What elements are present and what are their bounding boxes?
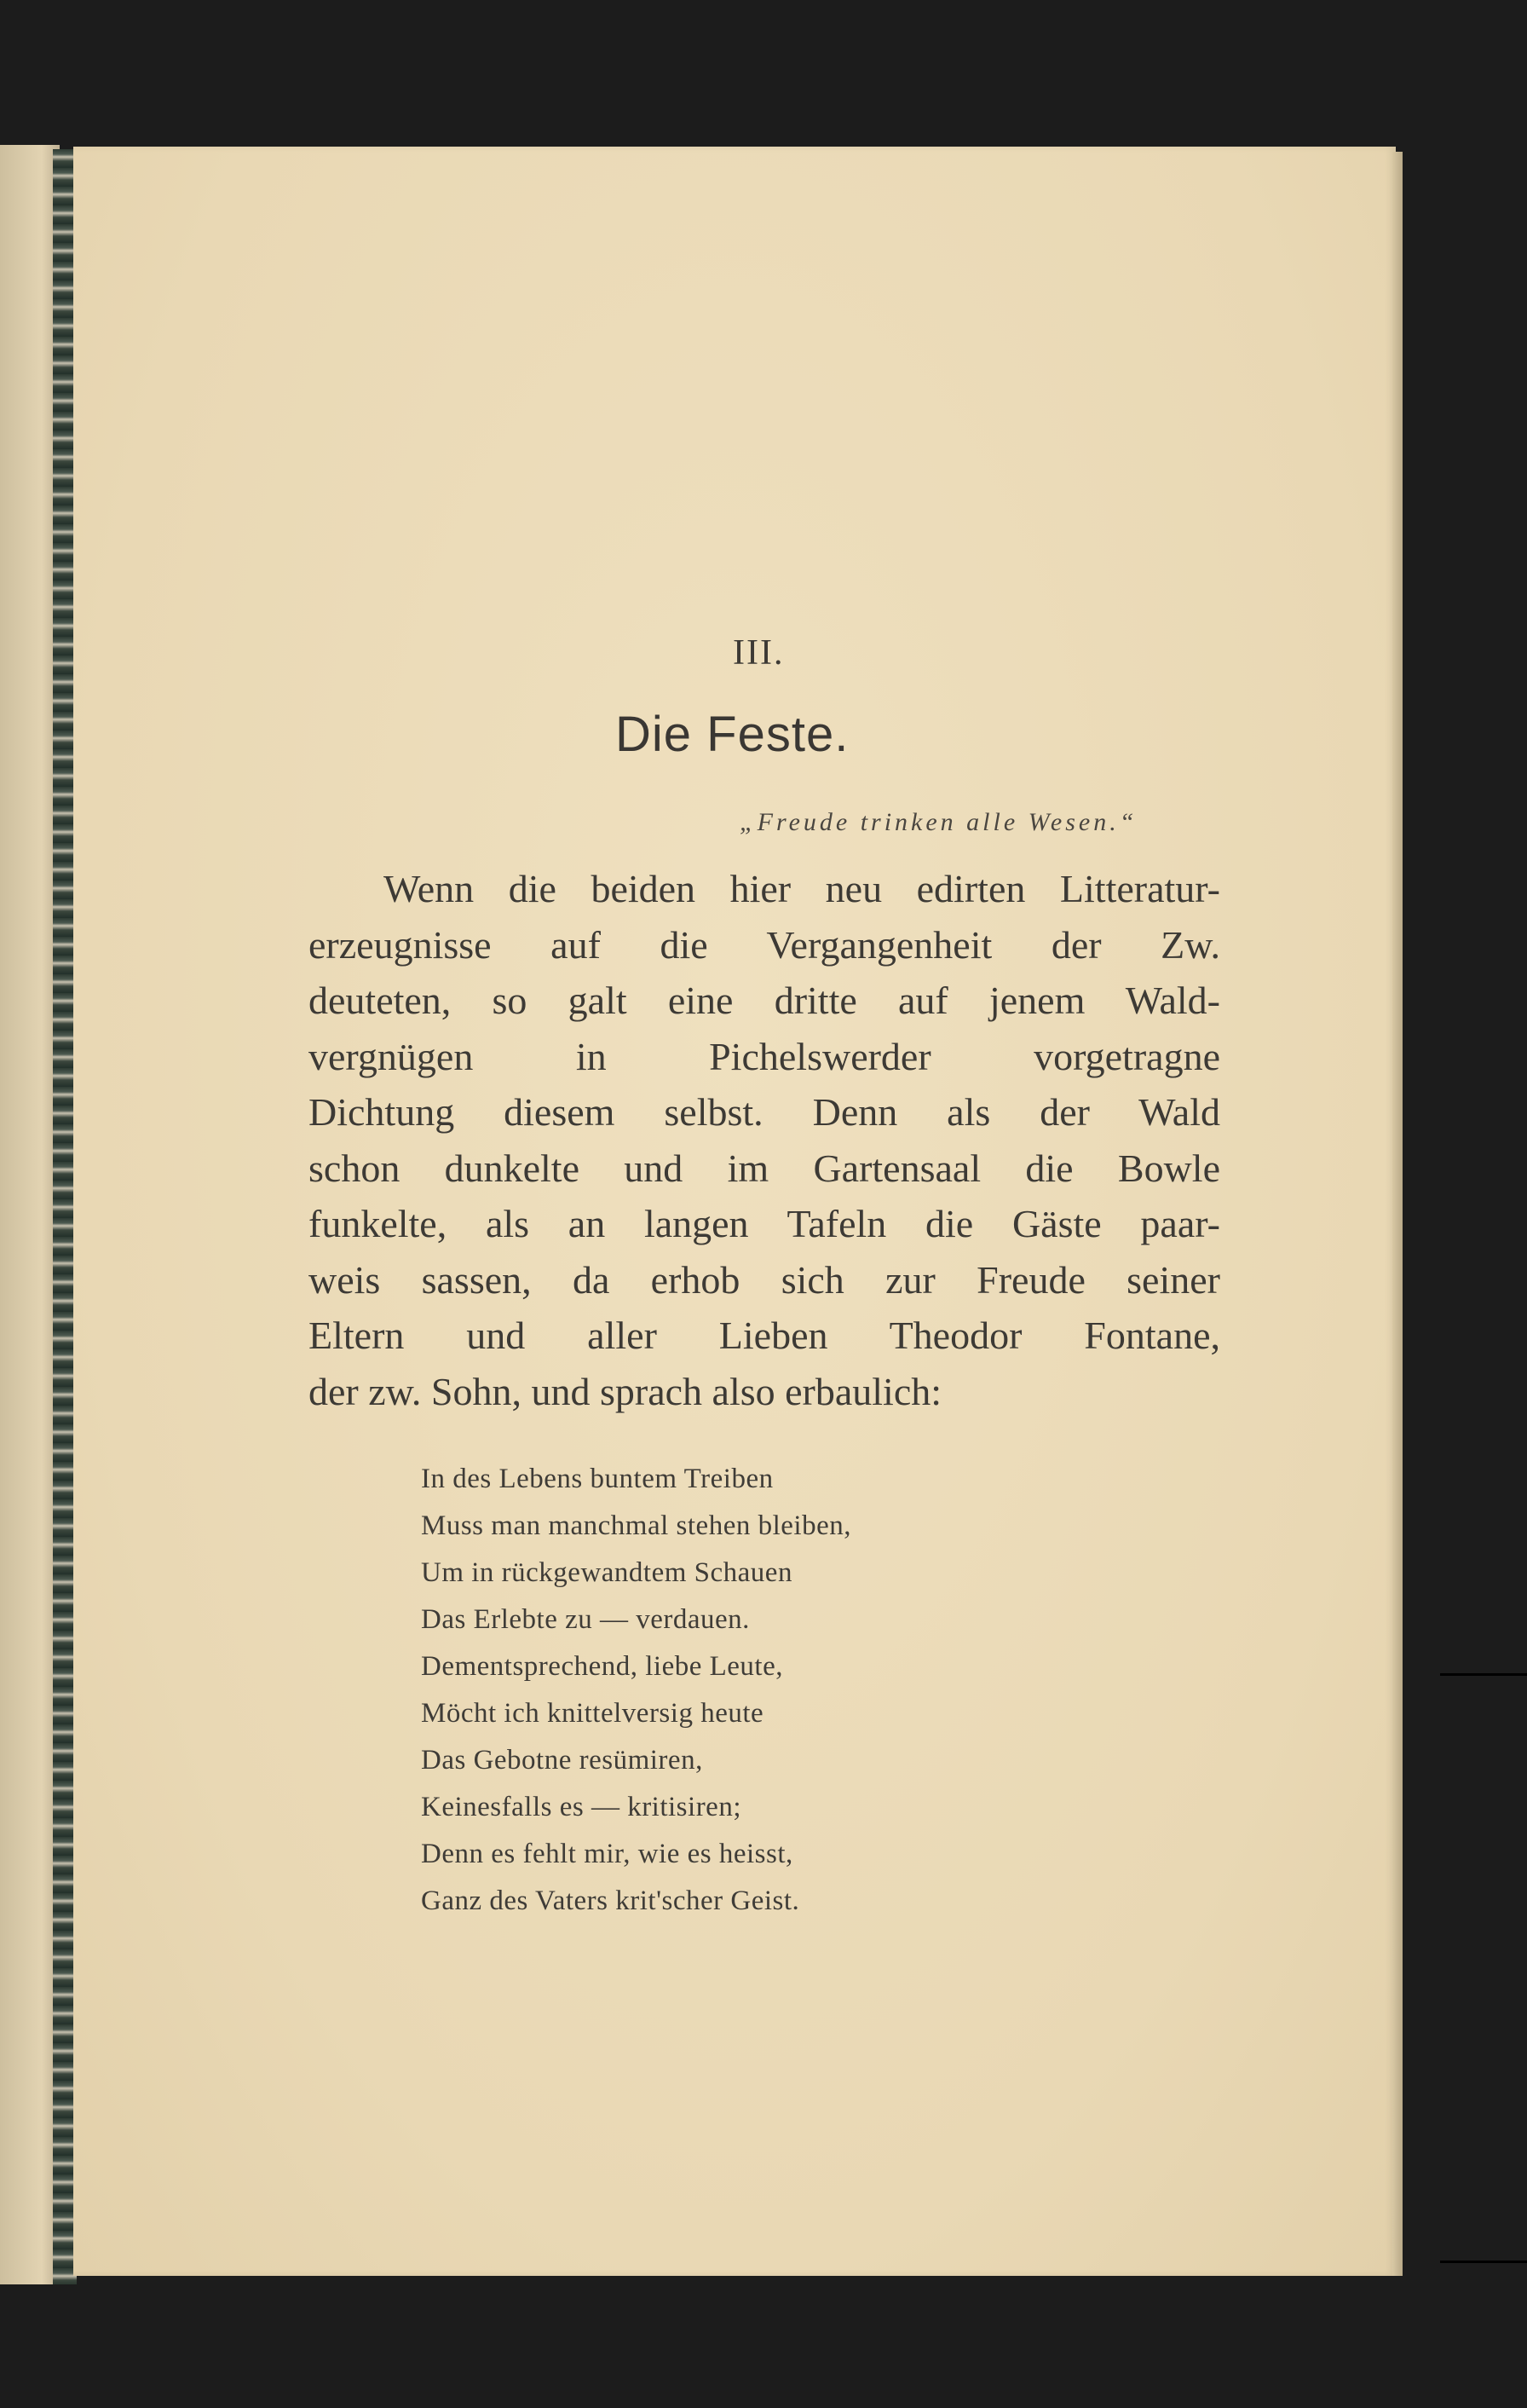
verse-line: Das Gebotne resümiren, <box>421 1745 703 1776</box>
verse-line: Ganz des Vaters krit'scher Geist. <box>421 1885 800 1916</box>
background-mark <box>1440 2261 1527 2263</box>
verse-line: Muss man manchmal stehen bleiben, <box>421 1510 851 1541</box>
prose-line: Wenn die beiden hier neu edirten Litteratur- <box>383 867 1220 910</box>
background-mark <box>1440 1673 1527 1676</box>
prose-line: funkelte, als an langen Tafeln die Gäste paar- <box>308 1202 1220 1245</box>
prose-line: Dichtung diesem selbst. Denn als der Wald <box>308 1090 1220 1134</box>
previous-page-edge <box>0 145 60 2284</box>
page-edge <box>1392 152 1403 2276</box>
prose-line: vergnügen in Pichelswerder vorgetragne <box>308 1034 1220 1078</box>
verse-line: Um in rückgewandtem Schauen <box>421 1557 792 1588</box>
verse-line: Möcht ich knittelversig heute <box>421 1698 764 1729</box>
epigraph: „Freude trinken alle Wesen.“ <box>740 808 1138 836</box>
prose-line: der zw. Sohn, und sprach also erbaulich: <box>308 1369 942 1413</box>
chapter-number: III. <box>733 633 785 673</box>
verse-line: In des Lebens buntem Treiben <box>421 1464 774 1494</box>
prose-line: weis sassen, da erhob sich zur Freude seiner <box>308 1257 1220 1302</box>
verse-line: Das Erlebte zu — verdauen. <box>421 1604 750 1635</box>
chapter-title: Die Feste. <box>615 707 850 762</box>
prose-line: Eltern und aller Lieben Theodor Fontane, <box>308 1314 1220 1357</box>
verse-line: Dementsprechend, liebe Leute, <box>421 1651 783 1682</box>
prose-line: deuteten, so galt eine dritte auf jenem Wald- <box>308 979 1220 1022</box>
verse-line: Keinesfalls es — kritisiren; <box>421 1792 742 1822</box>
verse-block <box>421 1456 851 1925</box>
prose-line: schon dunkelte und im Gartensaal die Bowle <box>308 1146 1220 1190</box>
verse-line: Denn es fehlt mir, wie es heisst, <box>421 1839 793 1869</box>
prose-line: erzeugnisse auf die Vergangenheit der Zw. <box>308 922 1220 967</box>
prose-paragraph <box>308 861 1220 1419</box>
